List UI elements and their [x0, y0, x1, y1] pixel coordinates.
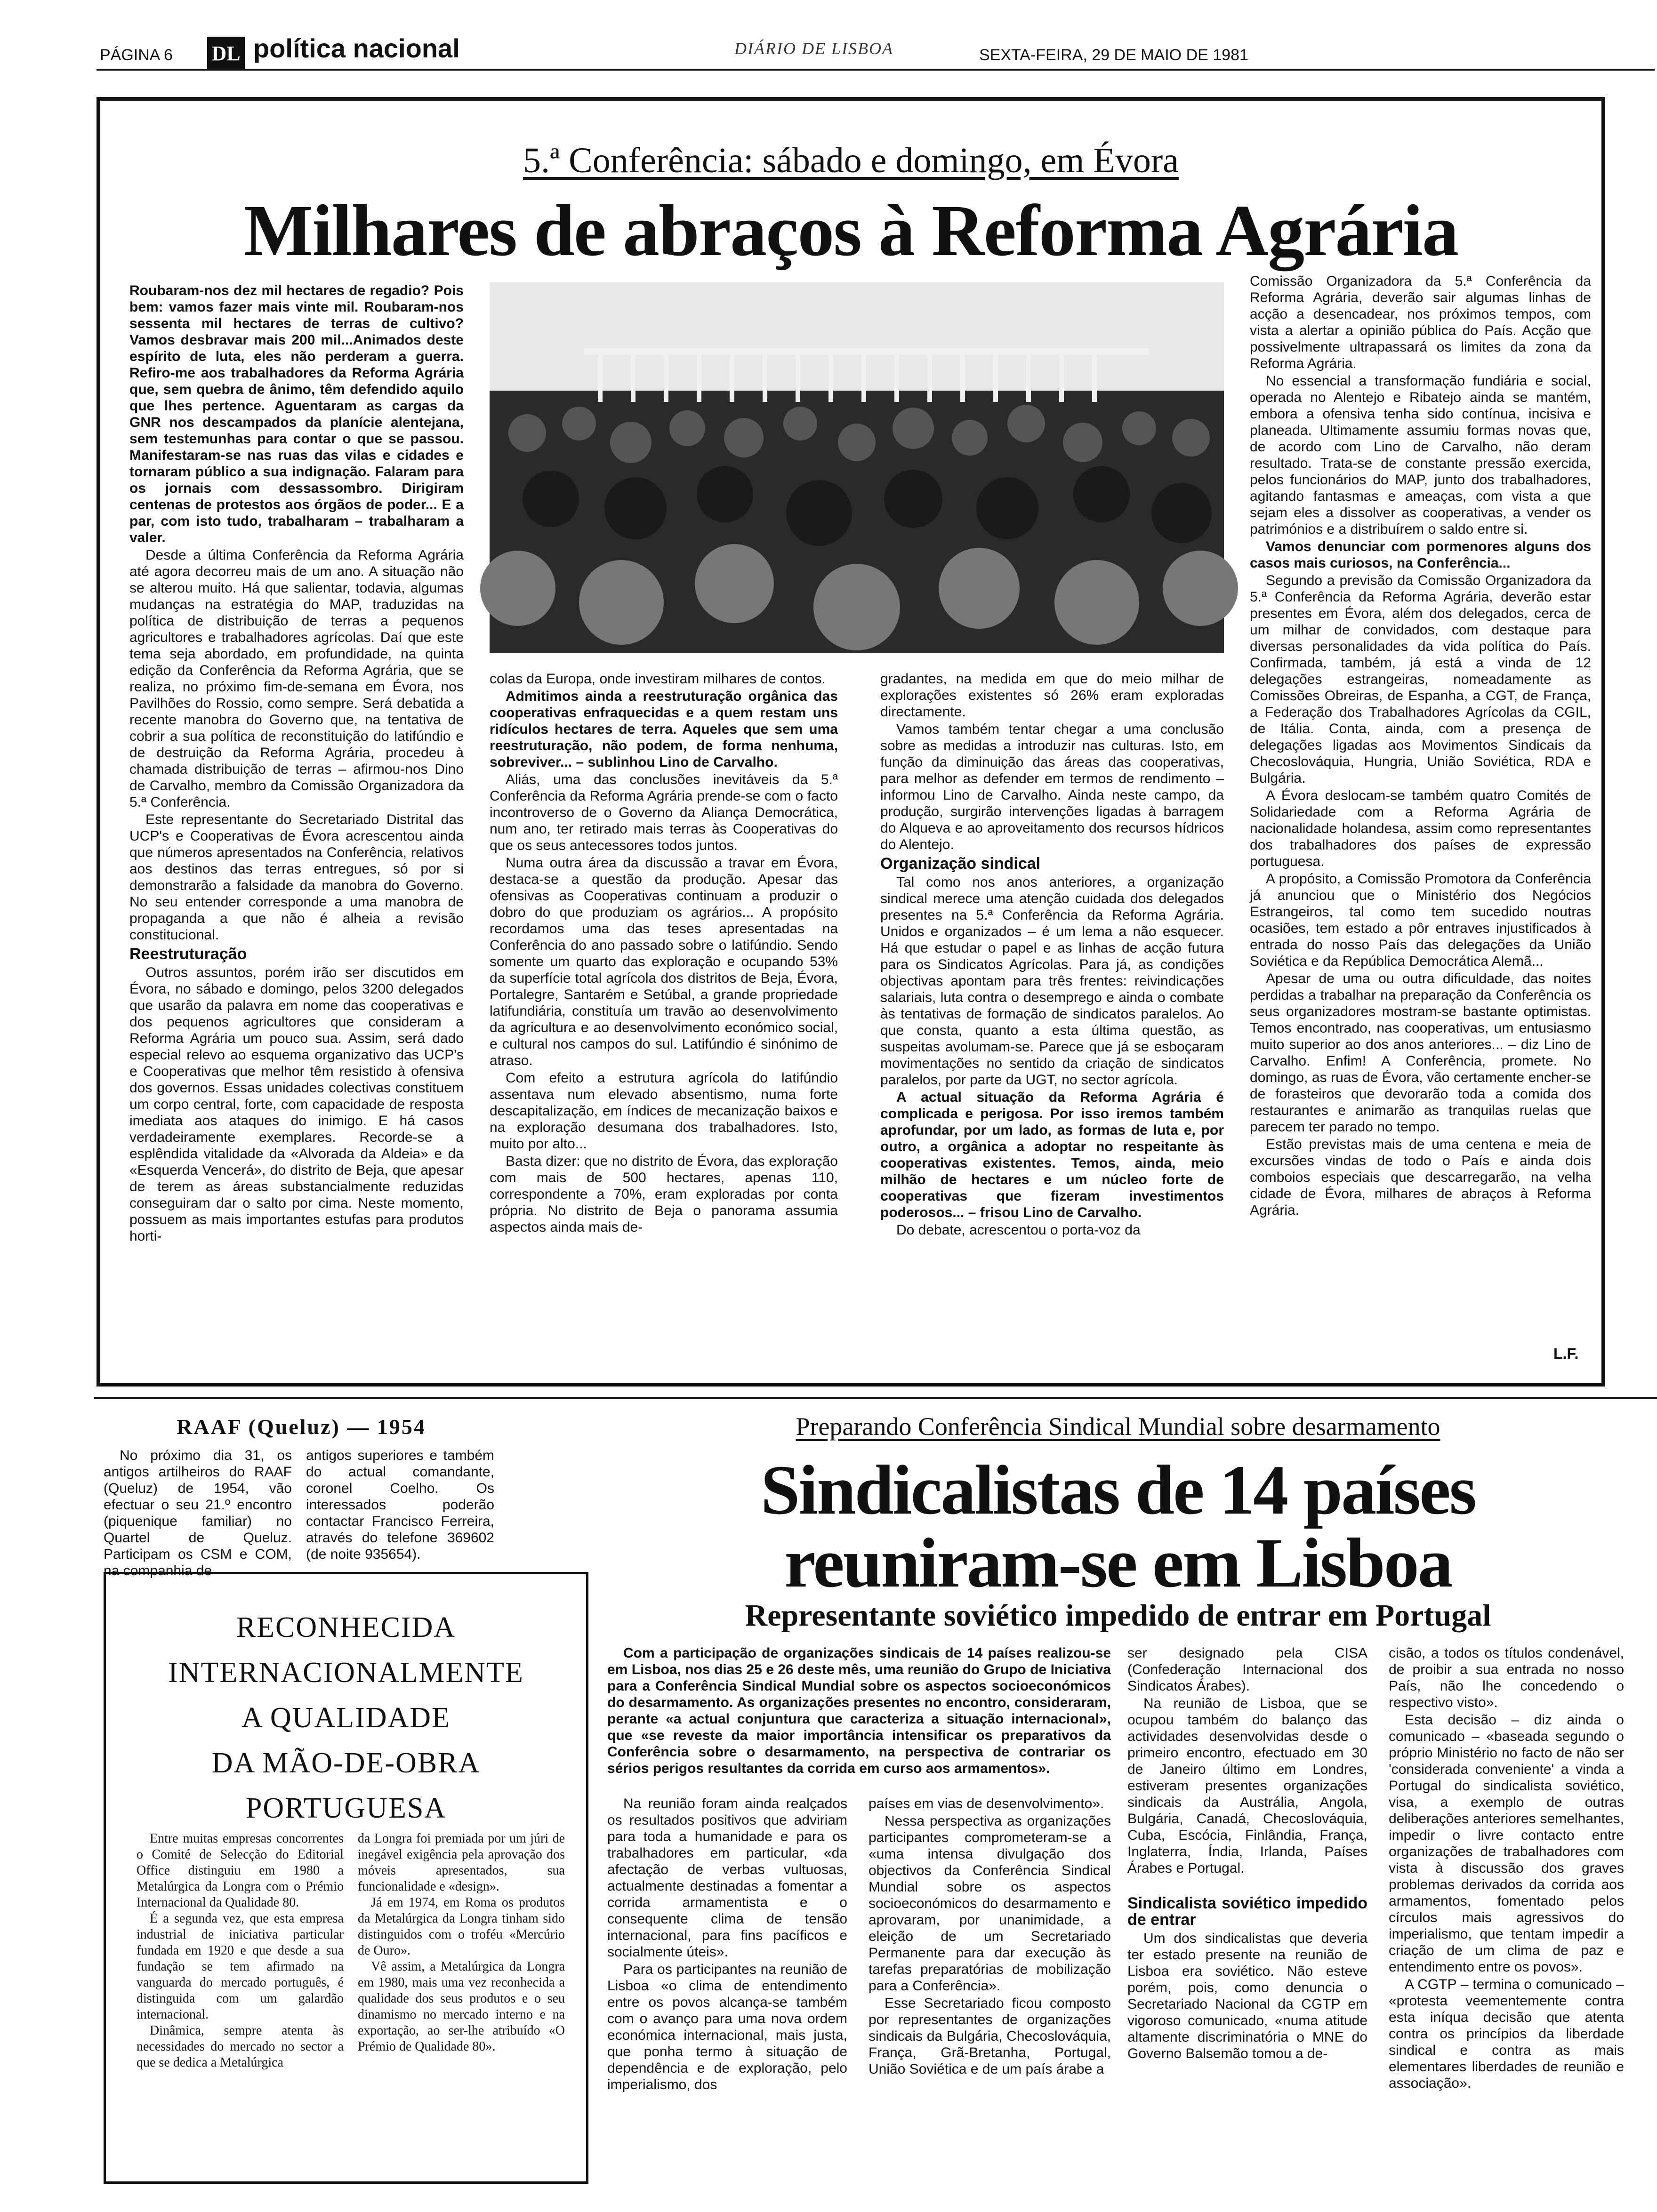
- article2-column-4: [1389, 1645, 1624, 2196]
- article2-paragraph: cisão, a todos os títulos condenável, de proibir a sua entrada no nosso País, não lhe concedendo o respectivo visto».: [1389, 1645, 1624, 1710]
- box-column-2: [358, 1831, 565, 2170]
- article1-paragraph: Aliás, uma das conclusões inevitáveis da 5.ª Conferência da Reforma Agrária prende-se com o facto incontroverso de o Governo da Aliança Democrática, num ano, ter retirado mais terras às Cooperativas do que os seus antecessores todos juntos.: [490, 772, 838, 853]
- article1-signature: L.F.: [1553, 1345, 1579, 1362]
- article1-paragraph: Do debate, acrescentou o porta-voz da: [896, 1222, 1141, 1238]
- box-paragraph: Já em 1974, em Roma os produtos da Metalúrgica da Longra tinham sido distinguidos com o troféu «Mercúrio de Ouro».: [358, 1895, 565, 1958]
- article1-lead: Roubaram-nos dez mil hectares de regadio? Pois bem: vamos fazer mais vinte mil. Roubaram-nos sessenta mil hectares de terras de cultivo? Vamos desbravar mais 200 mil...Animados deste espírito de luta, eles não perderam a guerra. Refiro-me aos trabalhadores da Reforma Agrária que, sem quebra de ânimo, têm defendido aquilo que lhes pertence. Aguentaram as cargas da GNR nos descampados da planície alentejana, sem testemunhas para contar o que se passou. Manifestaram-se nas ruas das vilas e cidades e tornaram público a sua indignação. Falaram para os jornais com dessassombro. Dirigiram centenas de protestos aos órgãos de poder... E a par, com isto tudo, trabalharam – trabalharam a valer.: [129, 283, 464, 545]
- paper-name: DIÁRIO DE LISBOA: [734, 39, 893, 58]
- article1-column-4: [1250, 273, 1591, 1351]
- article1-paragraph: Comissão Organizadora da 5.ª Conferência da Reforma Agrária, deverão sair algumas linhas de acção a desencadear, nos próximos tempos, com vista a alertar a opinião pública do País. Acção que possivelmente ultrapassará os limites da zona da Reforma Agrária.: [1250, 273, 1591, 371]
- subheading-reestruturacao: Reestruturação: [129, 945, 247, 963]
- subheading-sovietico: Sindicalista soviético impedido de entrar: [1127, 1894, 1367, 1929]
- article2-lead-paragraph: Com a participação de organizações sindicais de 14 países realizou-se em Lisboa, nos dias 25 e 26 deste mês, uma reunião do Grupo de Iniciativa para a Conferência Sindical Mundial sobre os aspectos socioeconómicos do desarmamento. As organizações presentes no encontro, consideraram, perante «a actual conjuntura que caracteriza a situação internacional», que «se reveste da maior importância intensificar os preparativos da Conferência sobre o desarmamento, na perspectiva de contrariar os sérios perigos resultantes da corrida em curso aos armamentos».: [607, 1645, 1111, 1776]
- masthead: [0, 0, 1657, 80]
- article2-paragraph: Esta decisão – diz ainda o comunicado – «baseada segundo o próprio Ministério no facto de não ser 'considerada conveniente' a vinda a Portugal do sindicalista soviético, visa, a exemplo de outras deliberações anteriores semelhantes, impedir o livre contacto entre organizações de trabalhadores com vista à discussão dos graves problemas derivados da corrida aos armamentos, fomentado pelos círculos mais agressivos do imperialismo, que tentam impedir a criação de um clima de paz e entendimento entre os povos».: [1389, 1712, 1624, 1975]
- article1-paragraph: Basta dizer: que no distrito de Évora, das exploração com mais de 500 hectares, apenas 110, correspondente a 70%, eram exploradas por conta própria. No distrito de Beja o panorama assumia aspectos ainda mais de-: [490, 1154, 838, 1235]
- box-headline-line: RECONHECIDA: [236, 1611, 456, 1643]
- article2-column-1: [607, 1795, 847, 2196]
- article1-paragraph: gradantes, na medida em que do meio milhar de explorações existentes só 26% eram exploradas directamente.: [880, 671, 1224, 720]
- page-label: PÁGINA 6: [100, 46, 173, 64]
- raaf-column-1: [104, 1447, 292, 1579]
- article1-kicker: 5.ª Conferência: sábado e domingo, em Évora: [523, 141, 1179, 180]
- article1-paragraph: Vamos denunciar com pormenores alguns dos casos mais curiosos, na Conferência...: [1250, 539, 1591, 571]
- box-headline-line: INTERNACIONALMENTE: [168, 1657, 524, 1689]
- box-paragraph: Entre muitas empresas concorrentes o Comité de Selecção do Editorial Office distinguiu em 1980 a Metalúrgica da Longra com o Prémio Internacional da Qualidade 80.: [137, 1831, 344, 1910]
- article2-headline-line1: Sindicalistas de 14 países: [760, 1451, 1476, 1529]
- box-headline-line: PORTUGUESA: [245, 1792, 447, 1824]
- article1-paragraph: A Évora deslocam-se também quatro Comités de Solidariedade com a Reforma Agrária de nacionalidade holandesa, assim como representantes dos trabalhadores dos países de expressão portuguesa.: [1250, 788, 1591, 869]
- article2-paragraph: Na reunião foram ainda realçados os resultados positivos que adviriam para toda a humanidade e para os trabalhadores em particular, «da afectação de verbas vultuosas, actualmente destinadas a fomentar a corrida armamentista e o consequente clima de tensão internacional, para fins pacíficos e socialmente úteis».: [607, 1796, 847, 1960]
- crowd-photo-icon: [490, 282, 1224, 653]
- raaf-paragraph: antigos superiores e também do actual comandante, coronel Coelho. Os interessados poderão contactar Francisco Ferreira, através do telefone 369602 (de noite 935654).: [306, 1448, 494, 1562]
- article1-paragraph: Numa outra área da discussão a travar em Évora, destaca-se a questão da produção. Apesar das ofensivas as Cooperativas continuam a produzir o dobro do que produziam os agrários... A propósito recordamos uma das teses apresentadas na Conferência do ano passado sobre o latifúndio. Sendo somente um quarto das exploração e ocupando 53% da superfície total agrícola dos distritos de Beja, Évora, Portalegre, Santarém e Setúbal, a grande propriedade latifundiária, constituía um travão ao desenvolvimento da agricultura e ao desenvolvimento económico social, e cultural nos campos do sul. Latifúndio é sinónimo de atraso.: [490, 855, 838, 1068]
- article1-paragraph: Vamos também tentar chegar a uma conclusão sobre as medidas a introduzir nas culturas. Isto, em função da diminuição das áreas das cooperativas, para melhor as defender em termos de rendimento – informou Lino de Carvalho. Ainda neste campo, da produção, surgirão intervenções ligadas à barragem do Alqueva e ao aproveitamento dos recursos hídricos do Alentejo.: [880, 721, 1224, 852]
- article1-paragraph: Desde a última Conferência da Reforma Agrária até agora decorreu mais de um ano. A situação não se alterou muito. Há que salientar, todavia, algumas mudanças na estratégia do MAP, traduzidas na política de distribuição de terras a pequenos agricultores e trabalhadores agrícolas. Daí que este tema seja abordado, em profundidade, na quinta edição da Conferência da Reforma Agrária, que se realiza, no próximo fim-de-semana em Évora, nos Pavilhões do Rossio, como sempre. Será debatida a recente manobra do Governo que, na tentativa de cobrir a sua política de reconstituição do latifúndio e de destruição da Reforma Agrária, procedeu à chamada distribuição de terras – afirmou-nos Dino de Carvalho, membro da Comissão Organizadora da 5.ª Conferência.: [129, 547, 464, 810]
- article1-headline: Milhares de abraços à Reforma Agrária: [244, 190, 1458, 271]
- raaf-title: RAAF (Queluz) — 1954: [177, 1415, 426, 1439]
- box-headline: [106, 1605, 586, 1831]
- article2-paragraph: Nessa perspectiva as organizações participantes comprometeram-se a «uma intensa divulgação dos objectivos da Conferência Sindical Mundial sobre os aspectos socioeconómicos do desarmamento e aprovaram, por unanimidade, a eleição de um Secretariado Permanente para dar execução às tarefas preparatórias de mobilização para a Conferência».: [869, 1813, 1111, 1994]
- box-column-1: [137, 1831, 344, 2170]
- section-title: política nacional: [253, 33, 460, 63]
- box-paragraph: É a segunda vez, que esta empresa industrial de iniciativa particular fundada em 1920 e que desde a sua fundação se tem afirmado na vanguarda do mercado português, é distinguida com um galardão internacional.: [137, 1911, 344, 2022]
- article1-column-1: [129, 282, 464, 1365]
- article1-paragraph: No essencial a transformação fundiária e social, operada no Alentejo e Ribatejo ainda se mantém, embora a ofensiva tenha sido contínua, incisiva e planeada. Ultimamente assumiu formas novas que, de acordo com Lino de Carvalho, não deram resultado. Trata-se de constante pressão exercida, pelos funcionários do MAP, junto dos trabalhadores, agitando fantasmas e ameaças, com vista a que sejam eles a dissolver as cooperativas, a vender os patrimónios e a distribuírem o saldo entre si.: [1250, 373, 1591, 537]
- article2-column-3: [1127, 1645, 1367, 2196]
- article1-paragraph: Admitimos ainda a reestruturação orgânica das cooperativas enfraquecidas e a quem restam uns ridículos hectares de terra. Aqueles que sem uma reestruturação, não podem, de forma nenhuma, sobreviver... – sublinhou Lino de Carvalho.: [490, 689, 838, 770]
- article2-paragraph: Para os participantes na reunião de Lisboa «o clima de entendimento entre os povos alcança-se também com o avanço para uma nova ordem económica internacional, mais justa, que ponha termo à situação de dependência e de exploração, pelo imperialismo, dos: [607, 1962, 847, 2092]
- article1-column-2: [490, 671, 838, 1367]
- article1-paragraph: colas da Europa, onde investiram milhares de contos.: [490, 671, 826, 687]
- article2-paragraph: países em vias de desenvolvimento».: [869, 1796, 1104, 1811]
- article1-paragraph: Com efeito a estrutura agrícola do latifúndio assentava num elevado absentismo, numa forte descapitalização, em índices de mecanização baixos e na exploração desumana dos trabalhadores. Isto, muito por alto...: [490, 1070, 838, 1152]
- subheading-organizacao: Organização sindical: [880, 855, 1041, 873]
- masthead-rule: [97, 69, 1655, 71]
- article2-kicker: Preparando Conferência Sindical Mundial sobre desarmamento: [796, 1412, 1440, 1441]
- raaf-paragraph: No próximo dia 31, os antigos artilheiros do RAAF (Queluz) de 1954, vão efectuar o seu 21.º encontro (piquenique familiar) no Quartel de Queluz. Participam os CSM e COM, na companhia de: [104, 1448, 292, 1579]
- box-headline-line: DA MÃO-DE-OBRA: [211, 1747, 481, 1779]
- box-paragraph: Vê assim, a Metalúrgica da Longra em 1980, mais uma vez reconhecida a qualidade dos seus produtos e o seu dinamismo no mercado interno e na exportação, ao ser-lhe atribuído «O Prémio de Qualidade 80».: [358, 1959, 565, 2054]
- box-paragraph: Dinâmica, sempre atenta às necessidades do mercado no sector a que se dedica a Metalúrgica: [137, 2023, 344, 2070]
- article1-paragraph: Este representante do Secretariado Distrital das UCP's e Cooperativas de Évora acrescentou ainda que números apresentados na Conferência, relativos aos destinos das terras entregues, só por si demonstrarão a falsidade da manobra do Governo. No seu entender corresponde a uma manobra de propaganda a que não é alheia a revisão constitucional.: [129, 812, 464, 943]
- article1-column-3: [880, 671, 1224, 1367]
- article2-column-2: [869, 1795, 1111, 2196]
- article2-paragraph: ser designado pela CISA (Confederação Internacional dos Sindicatos Árabes).: [1127, 1645, 1367, 1694]
- article1-paragraph: A actual situação da Reforma Agrária é complicada e perigosa. Por isso iremos também aprofundar, por um lado, as formas de luta e, por outro, a orgânica a adoptar no respeitante às cooperativas existentes. Temos, ainda, meio milhão de hectares e um núcleo forte de cooperativas que fizeram investimentos poderosos... – frisou Lino de Carvalho.: [880, 1090, 1224, 1220]
- issue-date: SEXTA-FEIRA, 29 DE MAIO DE 1981: [979, 46, 1248, 64]
- article1-paragraph: Tal como nos anos anteriores, a organização sindical merece uma atenção cuidada dos delegados presentes na 5.ª Conferência da Reforma Agrária. Unidos e organizados – é um lema a não esquecer. Há que estudar o papel e as linhas de acção futura para os Sindicatos Agrícolas. Para já, as condições objectivas apontam para três frentes: reivindicações salariais, luta contra o desemprego e ainda o combate às tentativas de formação de sindicatos paralelos. Ao que consta, quanto a esta última questão, as suspeitas avolumam-se. Parece que já se esboçaram movimentações no sentido da criação de sindicatos paralelos, por parte da UGT, no sector agrícola.: [880, 874, 1224, 1088]
- article1-paragraph: A propósito, a Comissão Promotora da Conferência já anunciou que o Ministério dos Negócios Estrangeiros, tal como tem sucedido noutras ocasiões, tem estado a pôr entraves injustificados à entrada do nosso País das delegações da União Soviética e da República Democrática Alemã...: [1250, 871, 1591, 969]
- box-headline-line: A QUALIDADE: [241, 1702, 450, 1734]
- crowd-photo: [490, 282, 1224, 653]
- article2-subheadline: Representante soviético impedido de entrar em Portugal: [745, 1598, 1491, 1633]
- article2-paragraph: Um dos sindicalistas que deveria ter estado presente na reunião de Lisboa era soviético. Não esteve porém, pois, como denuncia o Secretariado Nacional da CGTP em vigoroso comunicado, «numa atitude altamente discriminatória o MNE do Governo Balsemão tomou a de-: [1127, 1931, 1367, 2061]
- article2-paragraph: A CGTP – termina o comunicado – «protesta veementemente contra esta iníqua decisão que atenta contra os princípios da liberdade sindical e contra as mais elementares liberdades de reunião e associação».: [1389, 1977, 1624, 2091]
- article1-paragraph: Apesar de uma ou outra dificuldade, das noites perdidas a trabalhar na preparação da Conferência os seus organizadores mostram-se bastante optimistas. Temos encontrado, nas cooperativas, um entusiasmo muito superior ao dos anos anteriores... – diz Lino de Carvalho. Enfim! A Conferência, promete. No domingo, as ruas de Évora, vão certamente encher-se de forasteiros que devorarão toda a comida dos restaurantes e animarão as tranquilas ruelas que parecem ter parado no tempo.: [1250, 971, 1591, 1135]
- section-divider: [94, 1397, 1657, 1399]
- article2-lead: [607, 1645, 1111, 1786]
- raaf-column-2: [306, 1447, 494, 1560]
- article2-headline-line2: reuniram-se em Lisboa: [784, 1524, 1452, 1602]
- logo-icon: DL: [207, 37, 245, 71]
- article1-paragraph: Estão previstas mais de uma centena e meia de excursões vindas de todo o País e ainda dois comboios especiais que descarregarão, na velha cidade de Évora, milhares de abraços à Reforma Agrária.: [1250, 1137, 1591, 1218]
- article1-paragraph: Segundo a previsão da Comissão Organizadora da 5.ª Conferência da Reforma Agrária, deverão estar presentes em Évora, além dos delegados, cerca de um milhar de convidados, com destaque para diversas personalidades da vida política do País. Confirmada, também, já está a vinda de 12 delegações estrangeiras, nomeadamente as Comissões Obreiras, de Espanha, a CGT, de França, a Federação dos Trabalhadores Agrícolas da CGIL, de Itália. Conta, ainda, com a presença de delegações ligadas aos Movimentos Sindicais da Checoslováquia, Hungria, União Soviética, RDA e Bulgária.: [1250, 573, 1591, 786]
- article2-paragraph: Esse Secretariado ficou composto por representantes de organizações sindicais da Bulgária, Checoslováquia, França, Grã-Bretanha, Portugal, União Soviética e de um país árabe a: [869, 1996, 1111, 2077]
- article1-paragraph: Outros assuntos, porém irão ser discutidos em Évora, no sábado e domingo, pelos 3200 delegados que usarão da palavra em nome das cooperativas e dos pequenos agricultores que consideram a Reforma Agrária um pouco sua. Assim, será dado especial relevo ao esquema organizativo das UCP's e Cooperativas que melhor têm resistido à ofensiva dos governos. Essas unidades colectivas constituem um corpo central, forte, com capacidade de resposta imediata aos ataques do inimigo. E há casos verdadeiramente exemplares. Recorde-se a esplêndida vitalidade da «Alvorada da Aldeia» e da «Esquerda Vencerá», do distrito de Beja, que apesar de terem as áreas substancialmente reduzidas conseguiram dar o salto por cima. Neste momento, possuem as mais importantes estufas para produtos horti-: [129, 965, 464, 1244]
- article2-paragraph: Na reunião de Lisboa, que se ocupou também do balanço das actividades desenvolvidas desde o primeiro encontro, efectuado em 30 de Janeiro último em Londres, estiveram presentes organizações sindicais da Austrália, Angola, Bulgária, Canadá, Checoslováquia, Cuba, Escócia, Finlândia, França, Inglaterra, Índia, Irlanda, Países Árabes e Portugal.: [1127, 1696, 1367, 1876]
- box-paragraph: da Longra foi premiada por um júri de inegável exigência pela aprovação dos móveis apresentados, sua funcionalidade e «design».: [358, 1831, 565, 1894]
